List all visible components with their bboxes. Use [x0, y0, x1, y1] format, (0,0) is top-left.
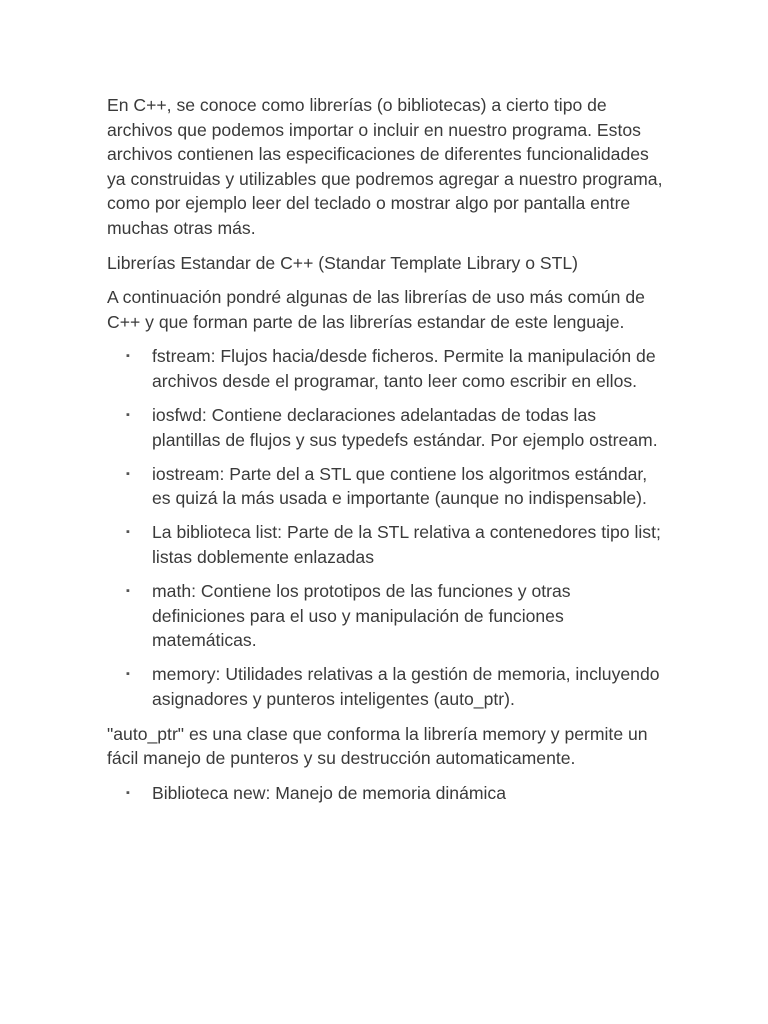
bullet-icon: ▪ — [126, 467, 130, 480]
list-item — [107, 579, 667, 653]
bullet-icon: ▪ — [126, 526, 130, 539]
bullet-icon: ▪ — [126, 668, 130, 681]
library-list — [107, 344, 667, 711]
list-item — [107, 462, 667, 511]
list-item-text: La biblioteca list: Parte de la STL relativa a contenedores tipo list; listas doblemente enlazadas — [152, 522, 661, 567]
list-item-text: iostream: Parte del a STL que contiene los algoritmos estándar, es quizá la más usada e importante (aunque no indispensable). — [152, 463, 648, 509]
list-item-text: fstream: Flujos hacia/desde ficheros. Permite la manipulación de archivos desde el programar, tanto leer como escribir en ellos. — [152, 346, 656, 391]
list-intro-paragraph: A continuación pondré algunas de las librerías de uso más común de C++ y que forman parte de las librerías estandar de este lenguaje. — [107, 287, 645, 332]
bullet-icon: ▪ — [126, 786, 130, 799]
list-item — [107, 344, 667, 393]
bullet-icon: ▪ — [126, 350, 130, 363]
intro-paragraph: En C++, se conoce como librerías (o bibliotecas) a cierto tipo de archivos que podemos importar o incluir en nuestro programa. Estos archivos contienen las especificaciones de diferentes funcionalidades ya construidas y utilizables que podremos agregar a nuestro programa, como por ejemplo leer del teclado o mostrar algo por pantalla entre muchas otras más. — [107, 95, 663, 238]
list-item-text: math: Contiene los prototipos de las funciones y otras definiciones para el uso y manipulación de funciones matemáticas. — [152, 581, 571, 651]
list-item — [107, 781, 667, 806]
bullet-icon: ▪ — [126, 585, 130, 598]
list-item — [107, 662, 667, 711]
list-item-text: Biblioteca new: Manejo de memoria dinámica — [152, 782, 507, 803]
list-item-text: iosfwd: Contiene declaraciones adelantadas de todas las plantillas de flujos y sus typedefs estándar. Por ejemplo ostream. — [152, 405, 658, 450]
section-heading: Librerías Estandar de C++ (Standar Template Library o STL) — [107, 252, 579, 273]
more-library-list — [107, 781, 667, 806]
list-item — [107, 520, 667, 569]
bullet-icon: ▪ — [126, 409, 130, 422]
list-item-text: memory: Utilidades relativas a la gestión de memoria, incluyendo asignadores y punteros inteligentes (auto_ptr). — [152, 664, 660, 709]
list-item — [107, 403, 667, 452]
document-page — [107, 93, 667, 815]
auto-ptr-note: "auto_ptr" es una clase que conforma la librería memory y permite un fácil manejo de punteros y su destrucción automaticamente. — [107, 723, 648, 769]
